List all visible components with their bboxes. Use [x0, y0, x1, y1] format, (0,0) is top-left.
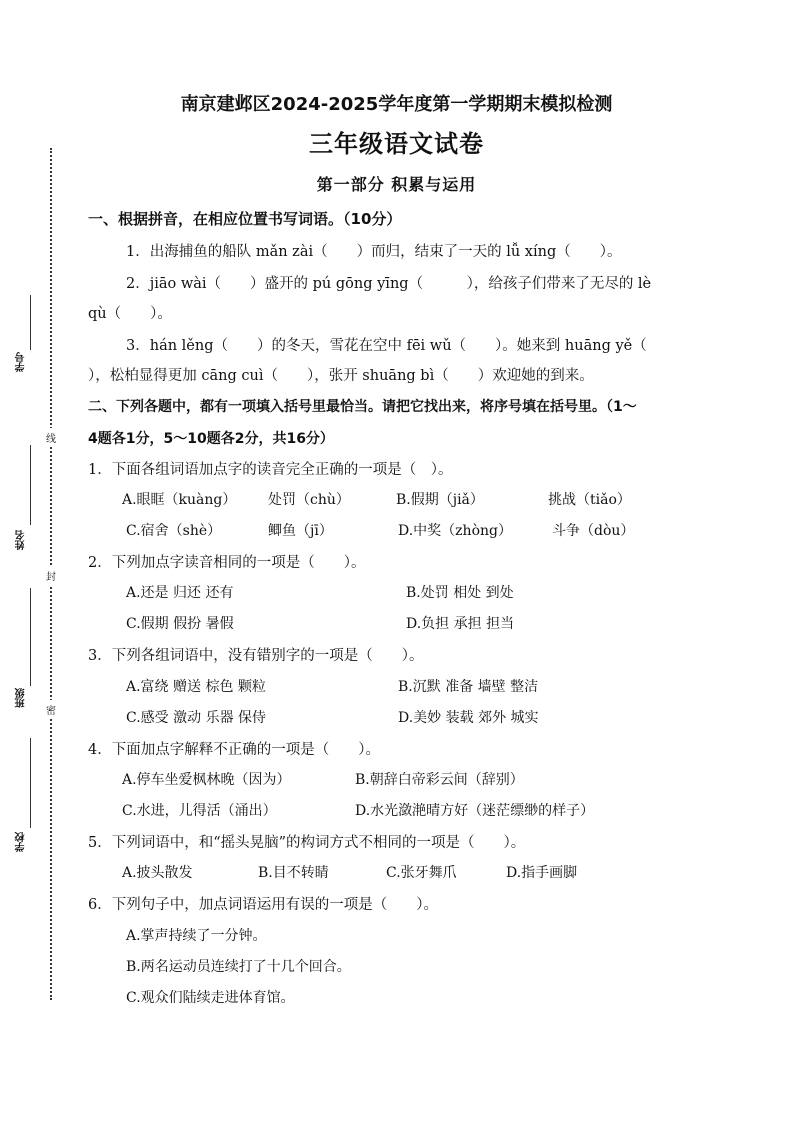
option: C.观众们陆续走进体育馆。	[126, 990, 295, 1006]
option: C.假期 假扮 暑假	[126, 616, 234, 632]
school-line[interactable]	[30, 738, 31, 828]
option: D.负担 承担 担当	[406, 616, 515, 632]
option: B.假期（jiǎ）	[396, 492, 484, 508]
section2-heading-cont: 4题各1分，5～10题各2分，共16分）	[88, 431, 334, 447]
section1-heading: 一、根据拼音，在相应位置书写词语。（10分）	[88, 210, 402, 228]
option: B.处罚 相处 到处	[406, 585, 514, 601]
option: A.眼眶（kuàng）	[122, 492, 237, 508]
part-title: 第一部分 积累与运用	[316, 175, 477, 194]
option: C.张牙舞爪	[386, 865, 457, 881]
option: B.目不转睛	[258, 865, 329, 881]
option: 斗争（dòu）	[552, 523, 635, 539]
option: A.富绕 赠送 棕色 颗粒	[126, 679, 266, 695]
section1-line: 1．出海捕鱼的船队 mǎn zài（ ）而归，结束了一天的 lǚ xíng（ ）。	[126, 244, 622, 260]
question-stem: 2．下列加点字读音相同的一项是（ ）。	[88, 555, 366, 571]
option: 鲫鱼（jī）	[268, 523, 333, 539]
option: A.停车坐爱枫林晚（因为）	[122, 772, 291, 788]
student-id-label: 学号	[16, 352, 27, 372]
option: D.美妙 装载 郊外 城实	[398, 710, 539, 726]
section2-heading: 二、下列各题中，都有一项填入括号里最恰当。请把它找出来，将序号填在括号里。（1～	[88, 399, 637, 415]
option: D.水光潋滟晴方好（迷茫缥缈的样子）	[355, 803, 595, 819]
name-label: 姓名	[16, 530, 27, 550]
option: 挑战（tiǎo）	[548, 492, 631, 508]
exam-title: 南京建邺区2024-2025学年度第一学期期末模拟检测	[180, 94, 613, 115]
option: A.披头散发	[122, 865, 193, 881]
exam-subtitle: 三年级语文试卷	[309, 130, 484, 158]
class-line[interactable]	[30, 588, 31, 686]
option: D.中奖（zhòng）	[398, 523, 512, 539]
name-line[interactable]	[30, 445, 31, 525]
section1-line: ），松柏显得更加 cāng cuì（ ），张开 shuāng bì（ ）欢迎她的到来。	[88, 368, 594, 384]
option: A.还是 归还 还有	[126, 585, 234, 601]
question-stem: 4．下面加点字解释不正确的一项是（ ）。	[88, 742, 380, 758]
section1-line: 3．hán lěng（ ）的冬天，雪花在空中 fēi wǔ（ ）。她来到 huāng yě（	[126, 338, 647, 354]
question-stem: 6．下列句子中，加点词语运用有误的一项是（ ）。	[88, 897, 438, 913]
class-label: 班级	[16, 688, 27, 708]
option: D.指手画脚	[506, 865, 578, 881]
seal-char-feng: 封	[46, 566, 56, 585]
option: B.两名运动员连续打了十几个回合。	[126, 959, 351, 975]
option: B.朝辞白帝彩云间（辞别）	[355, 772, 524, 788]
option: 处罚（chù）	[268, 492, 350, 508]
section1-line: qù（ ）。	[88, 306, 172, 322]
student-id-line[interactable]	[30, 295, 31, 350]
option: C.感受 激动 乐器 保侍	[126, 710, 267, 726]
question-stem: 1．下面各组词语加点字的读音完全正确的一项是（ ）。	[88, 462, 453, 478]
option: C.宿舍（shè）	[126, 523, 222, 539]
section1-line: 2．jiāo wài（ ）盛开的 pú gōng yīng（ ），给孩子们带来了无尽的 lè	[126, 276, 652, 292]
seal-char-mi: 密	[46, 700, 56, 719]
question-stem: 3．下列各组词语中，没有错别字的一项是（ ）。	[88, 648, 424, 664]
question-stem: 5．下列词语中，和“摇头晃脑”的构词方式不相同的一项是（ ）。	[88, 835, 526, 851]
option: C.水进，儿得活（涌出）	[122, 803, 277, 819]
option: B.沉默 准备 墙壁 整洁	[398, 679, 539, 695]
seal-char-xian: 线	[46, 428, 56, 447]
school-label: 学校	[16, 832, 27, 852]
option: A.掌声持续了一分钟。	[126, 928, 267, 944]
